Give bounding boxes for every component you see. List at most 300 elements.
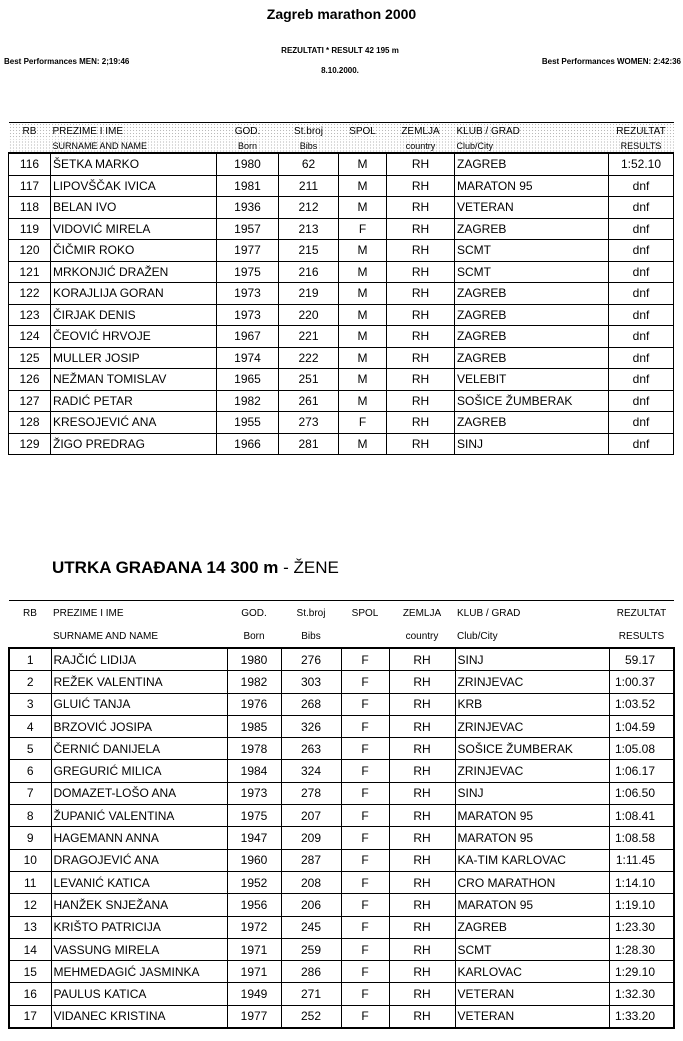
table-row [9,671,674,693]
col-club: KLUB / GRAD [455,123,609,140]
cell-name: VASSUNG MIRELA [51,938,227,960]
cell-country: RH [387,153,455,175]
cell-born: 1980 [227,648,281,671]
cell-country: RH [389,760,455,782]
cell-rank: 116 [9,153,51,175]
cell-name: LIPOVŠČAK IVICA [51,175,217,197]
cell-club: ZAGREB [455,153,609,175]
cell-country: RH [389,961,455,983]
document-title: Zagreb marathon 2000 [266,6,417,22]
cell-club: CRO MARATHON [455,871,609,893]
col-name: PREZIME I IME [51,601,227,626]
col-result: REZULTAT [609,601,674,626]
table-row [9,390,674,412]
table-row [9,782,674,804]
cell-result: 1:11.45 [609,849,674,871]
cell-born: 1981 [217,175,279,197]
cell-born: 1957 [217,218,279,240]
cell-club: MARATON 95 [455,827,609,849]
col-name-en: SURNAME AND NAME [53,630,159,642]
col-country-en: country [387,139,455,153]
cell-sex: F [341,827,389,849]
cell-rank: 2 [9,671,51,693]
cell-born: 1971 [227,938,281,960]
cell-bib: 211 [279,175,339,197]
cell-bib: 208 [281,871,341,893]
col-country: ZEMLJA [389,601,455,626]
cell-name: GREGURIĆ MILICA [51,760,227,782]
cell-rank: 124 [9,326,51,348]
cell-born: 1973 [217,304,279,326]
cell-sex: M [339,283,387,305]
cell-bib: 219 [279,283,339,305]
cell-sex: M [339,433,387,455]
cell-sex: M [339,304,387,326]
col-born-en: Born [243,630,265,642]
cell-result: 1:06.17 [609,760,674,782]
cell-rank: 121 [9,261,51,283]
cell-name: GLUIĆ TANJA [51,693,227,715]
col-born: GOD. [227,601,281,626]
table-row [9,738,674,760]
cell-country: RH [389,693,455,715]
cell-name: PAULUS KATICA [51,983,227,1005]
cell-name: ČEOVIĆ HRVOJE [51,326,217,348]
table-row [9,827,674,849]
cell-bib: 222 [279,347,339,369]
cell-name: KORAJLIJA GORAN [51,283,217,305]
cell-result: dnf [609,412,674,434]
col-country-en: country [405,630,439,642]
result-distance: REZULTATI * RESULT 42 195 m [281,46,399,55]
cell-sex: M [339,369,387,391]
cell-country: RH [389,894,455,916]
cell-rank: 15 [9,961,51,983]
table-row [9,916,674,938]
cell-country: RH [389,715,455,737]
table-row [9,894,674,916]
section-title-citizens-race [52,558,339,578]
cell-club: VETERAN [455,1005,609,1028]
col-rb: RB [9,601,51,626]
cell-country: RH [387,326,455,348]
cell-club: ZAGREB [455,916,609,938]
cell-bib: 324 [281,760,341,782]
cell-result: 1:14.10 [609,871,674,893]
cell-rank: 127 [9,390,51,412]
cell-rank: 117 [9,175,51,197]
section-title-main: UTRKA GRAĐANA 14 300 m [52,558,279,577]
table-row [9,326,674,348]
cell-bib: 206 [281,894,341,916]
cell-name: MEHMEDAGIĆ JASMINKA [51,961,227,983]
cell-country: RH [387,347,455,369]
cell-club: SINJ [455,648,609,671]
cell-bib: 251 [279,369,339,391]
table-row [9,961,674,983]
cell-country: RH [389,871,455,893]
cell-name: HANŽEK SNJEŽANA [51,894,227,916]
table-row [9,1005,674,1028]
cell-sex: F [341,894,389,916]
cell-bib: 326 [281,715,341,737]
cell-result: 1:28.30 [609,938,674,960]
cell-result: 59.17 [609,648,674,671]
cell-result: dnf [609,240,674,262]
cell-sex: M [339,347,387,369]
cell-result: 1:19.10 [609,894,674,916]
cell-rank: 16 [9,983,51,1005]
col-born-en: Born [217,139,279,153]
cell-result: dnf [609,283,674,305]
cell-name: BRZOVIĆ JOSIPA [51,715,227,737]
cell-country: RH [389,671,455,693]
cell-country: RH [387,412,455,434]
cell-country: RH [387,197,455,219]
cell-bib: 252 [281,1005,341,1028]
cell-name: ŠETKA MARKO [51,153,217,175]
cell-name: BELAN IVO [51,197,217,219]
cell-country: RH [387,175,455,197]
cell-country: RH [387,218,455,240]
cell-bib: 245 [281,916,341,938]
table-row [9,760,674,782]
cell-name: ČERNIĆ DANIJELA [51,738,227,760]
cell-sex: F [341,805,389,827]
cell-country: RH [389,827,455,849]
col-country: ZEMLJA [387,123,455,140]
cell-bib: 221 [279,326,339,348]
cell-name: RADIĆ PETAR [51,390,217,412]
cell-bib: 278 [281,782,341,804]
best-performance-women: Best Performances WOMEN: 2:42:36 [541,57,681,66]
cell-name: DRAGOJEVIĆ ANA [51,849,227,871]
cell-club: SCMT [455,261,609,283]
col-bib-en: Bibs [301,630,321,642]
cell-name: KRESOJEVIĆ ANA [51,412,217,434]
cell-bib: 215 [279,240,339,262]
cell-rank: 12 [9,894,51,916]
cell-sex: F [341,871,389,893]
cell-sex: F [341,760,389,782]
cell-result: dnf [609,433,674,455]
cell-born: 1956 [227,894,281,916]
col-club: KLUB / GRAD [455,601,609,626]
cell-rank: 3 [9,693,51,715]
cell-result: dnf [609,304,674,326]
table-row [9,938,674,960]
cell-born: 1952 [227,871,281,893]
cell-result: 1:08.58 [609,827,674,849]
cell-rank: 129 [9,433,51,455]
cell-born: 1975 [217,261,279,283]
cell-born: 1984 [227,760,281,782]
col-club-en: Club/City [455,139,609,153]
cell-rank: 119 [9,218,51,240]
cell-club: ZRINJEVAC [455,671,609,693]
cell-result: 1:29.10 [609,961,674,983]
col-born: GOD. [217,123,279,140]
table-row [9,153,674,175]
table-header [9,601,674,649]
col-result: REZULTAT [609,123,674,140]
cell-result: dnf [609,197,674,219]
cell-club: ZAGREB [455,218,609,240]
cell-club: SCMT [455,938,609,960]
cell-club: KRB [455,693,609,715]
cell-sex: F [341,1005,389,1028]
cell-born: 1966 [217,433,279,455]
cell-sex: F [341,938,389,960]
cell-rank: 118 [9,197,51,219]
cell-sex: F [341,983,389,1005]
col-name-en: SURNAME AND NAME [51,139,217,153]
cell-club: SOŠICE ŽUMBERAK [455,390,609,412]
cell-bib: 271 [281,983,341,1005]
cell-sex: M [339,261,387,283]
cell-sex: F [339,412,387,434]
cell-rank: 8 [9,805,51,827]
cell-rank: 120 [9,240,51,262]
cell-name: RAJČIĆ LIDIJA [51,648,227,671]
cell-bib: 303 [281,671,341,693]
cell-name: ŽIGO PREDRAG [51,433,217,455]
cell-country: RH [387,433,455,455]
cell-rank: 122 [9,283,51,305]
cell-born: 1967 [217,326,279,348]
cell-born: 1971 [227,961,281,983]
cell-born: 1974 [217,347,279,369]
cell-club: ZAGREB [455,347,609,369]
cell-rank: 13 [9,916,51,938]
cell-club: SINJ [455,782,609,804]
cell-result: dnf [609,326,674,348]
cell-country: RH [389,983,455,1005]
table-row [9,871,674,893]
cell-result: dnf [609,175,674,197]
table-row [9,218,674,240]
cell-club: SINJ [455,433,609,455]
cell-bib: 209 [281,827,341,849]
cell-rank: 6 [9,760,51,782]
cell-country: RH [387,283,455,305]
cell-sex: F [341,693,389,715]
cell-rank: 128 [9,412,51,434]
cell-club: ZAGREB [455,326,609,348]
cell-sex: M [339,240,387,262]
cell-club: ZAGREB [455,304,609,326]
cell-country: RH [389,938,455,960]
cell-rank: 11 [9,871,51,893]
cell-result: dnf [609,347,674,369]
cell-result: dnf [609,261,674,283]
col-result-en: RESULTS [609,139,674,153]
cell-name: NEŽMAN TOMISLAV [51,369,217,391]
cell-sex: M [339,390,387,412]
cell-club: ZAGREB [455,412,609,434]
cell-rank: 1 [9,648,51,671]
cell-sex: M [339,326,387,348]
col-result-en: RESULTS [618,630,665,642]
col-bib-en: Bibs [279,139,339,153]
cell-name: LEVANIĆ KATICA [51,871,227,893]
cell-sex: F [341,715,389,737]
cell-born: 1936 [217,197,279,219]
cell-club: VELEBIT [455,369,609,391]
cell-bib: 276 [281,648,341,671]
cell-rank: 125 [9,347,51,369]
cell-country: RH [389,1005,455,1028]
cell-club: MARATON 95 [455,805,609,827]
cell-sex: F [341,961,389,983]
cell-club: MARATON 95 [455,894,609,916]
table-row [9,304,674,326]
cell-rank: 7 [9,782,51,804]
cell-result: 1:23.30 [609,916,674,938]
cell-born: 1973 [217,283,279,305]
cell-result: 1:03.52 [609,693,674,715]
cell-name: ŽUPANIĆ VALENTINA [51,805,227,827]
cell-sex: F [341,782,389,804]
cell-bib: 263 [281,738,341,760]
cell-rank: 4 [9,715,51,737]
col-sex: SPOL [339,123,387,140]
cell-born: 1949 [227,983,281,1005]
cell-result: dnf [609,218,674,240]
cell-born: 1977 [227,1005,281,1028]
cell-rank: 14 [9,938,51,960]
cell-bib: 273 [279,412,339,434]
cell-sex: F [341,738,389,760]
cell-born: 1977 [217,240,279,262]
cell-country: RH [389,782,455,804]
cell-club: VETERAN [455,983,609,1005]
cell-born: 1960 [227,849,281,871]
cell-name: KRIŠTO PATRICIJA [51,916,227,938]
citizens-race-results-table [8,600,675,1029]
col-bib: St.broj [281,601,341,626]
cell-born: 1955 [217,412,279,434]
cell-bib: 220 [279,304,339,326]
cell-club: ZRINJEVAC [455,760,609,782]
cell-result: 1:52.10 [609,153,674,175]
cell-sex: F [341,648,389,671]
cell-born: 1965 [217,369,279,391]
cell-rank: 126 [9,369,51,391]
cell-bib: 259 [281,938,341,960]
cell-rank: 9 [9,827,51,849]
cell-sex: F [341,671,389,693]
cell-result: 1:32.30 [609,983,674,1005]
cell-country: RH [387,304,455,326]
cell-name: VIDANEC KRISTINA [51,1005,227,1028]
cell-club: KARLOVAC [455,961,609,983]
cell-result: 1:08.41 [609,805,674,827]
table-row [9,433,674,455]
table-row [9,715,674,737]
cell-born: 1973 [227,782,281,804]
cell-bib: 268 [281,693,341,715]
cell-born: 1980 [217,153,279,175]
cell-country: RH [389,738,455,760]
cell-sex: M [339,197,387,219]
table-row [9,197,674,219]
cell-club: SCMT [455,240,609,262]
cell-country: RH [389,916,455,938]
table-row [9,261,674,283]
cell-club: ZRINJEVAC [455,715,609,737]
cell-rank: 123 [9,304,51,326]
cell-result: 1:04.59 [609,715,674,737]
cell-result: 1:05.08 [609,738,674,760]
cell-club: SOŠICE ŽUMBERAK [455,738,609,760]
cell-name: REŽEK VALENTINA [51,671,227,693]
cell-born: 1985 [227,715,281,737]
cell-name: HAGEMANN ANNA [51,827,227,849]
cell-born: 1978 [227,738,281,760]
col-bib: St.broj [279,123,339,140]
table-row [9,175,674,197]
table-row [9,412,674,434]
cell-name: DOMAZET-LOŠO ANA [51,782,227,804]
table-row [9,347,674,369]
cell-name: MRKONJIĆ DRAŽEN [51,261,217,283]
table-row [9,693,674,715]
cell-sex: F [339,218,387,240]
cell-country: RH [389,805,455,827]
cell-born: 1947 [227,827,281,849]
cell-country: RH [387,240,455,262]
col-name: PREZIME I IME [51,123,217,140]
cell-bib: 281 [279,433,339,455]
cell-born: 1976 [227,693,281,715]
cell-name: VIDOVIĆ MIRELA [51,218,217,240]
cell-rank: 17 [9,1005,51,1028]
cell-born: 1972 [227,916,281,938]
section-title-suffix: - ŽENE [278,558,339,577]
cell-bib: 62 [279,153,339,175]
cell-name: ČIČMIR ROKO [51,240,217,262]
cell-born: 1982 [217,390,279,412]
cell-country: RH [389,849,455,871]
cell-club: ZAGREB [455,283,609,305]
race-date: 8.10.2000. [321,66,359,75]
cell-result: 1:00.37 [609,671,674,693]
cell-bib: 287 [281,849,341,871]
cell-bib: 212 [279,197,339,219]
cell-bib: 213 [279,218,339,240]
cell-bib: 286 [281,961,341,983]
table-row [9,283,674,305]
col-rb: RB [9,123,51,140]
cell-bib: 216 [279,261,339,283]
cell-result: dnf [609,390,674,412]
cell-result: 1:33.20 [609,1005,674,1028]
table-row [9,648,674,671]
marathon-results-table [8,122,674,455]
col-sex: SPOL [341,601,389,626]
table-row [9,849,674,871]
col-club-en: Club/City [457,630,498,642]
cell-club: KA-TIM KARLOVAC [455,849,609,871]
cell-country: RH [389,648,455,671]
cell-club: VETERAN [455,197,609,219]
cell-name: ČIRJAK DENIS [51,304,217,326]
cell-country: RH [387,261,455,283]
cell-rank: 10 [9,849,51,871]
table-row [9,369,674,391]
cell-bib: 207 [281,805,341,827]
